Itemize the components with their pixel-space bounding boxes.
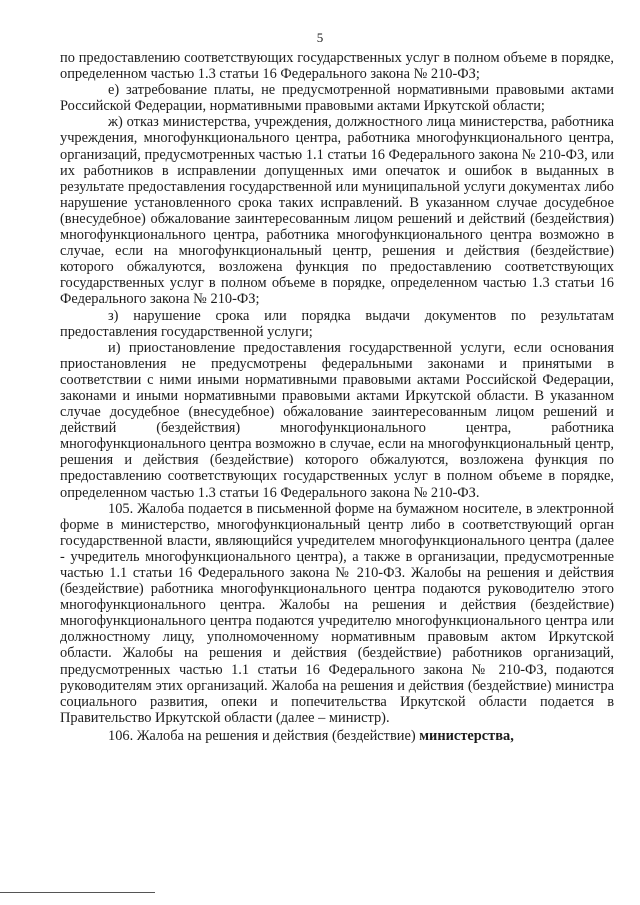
paragraph-continuation: по предоставлению соответствующих государственных услуг в полном объеме в порядке, определенном частью 1.3 статьи 16 Федерального закона № 210-ФЗ; <box>60 50 614 83</box>
page-number: 5 <box>316 30 324 45</box>
paragraph-105: 105. Жалоба подается в письменной форме на бумажном носителе, в электронной форме в министерство, многофункциональный центр либо в соответствующий орган государственной власти, являющийся учредителем многофункционального центра (далее - учредитель многофункционального центра), а также в организации, предусмотренные частью 1.1 статьи 16 Федерального закона № 210-ФЗ. Жалобы на решения и действия (бездействие) работника многофункционального центра подаются руководителю этого многофункционального центра. Жалобы на решения и действия (бездействие) многофункционального центра подаются учредителю многофункционального центра или должностному лицу, уполномоченному нормативным правовым актом Иркутской области. Жалобы на решения и действия (бездействие) работников организаций, предусмотренных частью 1.1 статьи 16 Федерального закона № 210-ФЗ, подаются руководителям этих организаций. Жалоба на решения и действия (бездействие) министра социального развития, опеки и попечительства Иркутской области подается в Правительство Иркутской области (далее – министр). <box>60 500 614 726</box>
paragraph-106-text: 106. Жалоба на решения и действия (бездействие) <box>108 727 420 744</box>
paragraph-item-i: и) приостановление предоставления государственной услуги, если основания приостановления не предусмотрены федеральными законами и принятыми в соответствии с ними иными нормативными правовыми актами Российской Федерации, законами и иными нормативными правовыми актами Иркутской области. В указанном случае досудебное (внесудебное) обжалование заинтересованным лицом решений и действий (бездействия) многофункционального центра, работника многофункционального центра возможно в случае, если на многофункциональный центр, решения и действия (бездействие) которого обжалуются, возложена функция по предоставлению соответствующих государственных услуг в полном объеме в порядке, определенном частью 1.3 статьи 16 Федерального закона № 210-ФЗ. <box>60 339 614 501</box>
paragraph-106-bold: министерства, <box>419 727 514 744</box>
paragraph-item-e: е) затребование платы, не предусмотренной нормативными правовыми актами Российской Федерации, нормативными правовыми актами Иркутской области; <box>60 82 614 115</box>
paragraph-106 <box>60 728 614 744</box>
footnote-rule <box>0 892 155 893</box>
paragraph-item-z: з) нарушение срока или порядка выдачи документов по результатам предоставления государственной услуги; <box>60 307 614 340</box>
paragraph-item-zh: ж) отказ министерства, учреждения, должностного лица министерства, работника учреждения, многофункционального центра, работника многофункционального центра, организаций, предусмотренных частью 1.1 статьи 16 Федерального закона № 210-ФЗ, или их работников в исправлении допущенных ими опечаток и ошибок в выданных в результате предоставления государственной или муниципальной услуги документах либо нарушение установленного срока таких исправлений. В указанном случае досудебное (внесудебное) обжалование заинтересованным лицом решений и действий (бездействия) многофункционального центра, работника многофункционального центра возможно в случае, если на многофункциональный центр, решения и действия (бездействие) которого обжалуются, возложена функция по предоставлению соответствующих государственных услуг в полном объеме в порядке, определенном частью 1.3 статьи 16 Федерального закона № 210-ФЗ; <box>60 114 614 308</box>
document-body <box>60 50 614 744</box>
